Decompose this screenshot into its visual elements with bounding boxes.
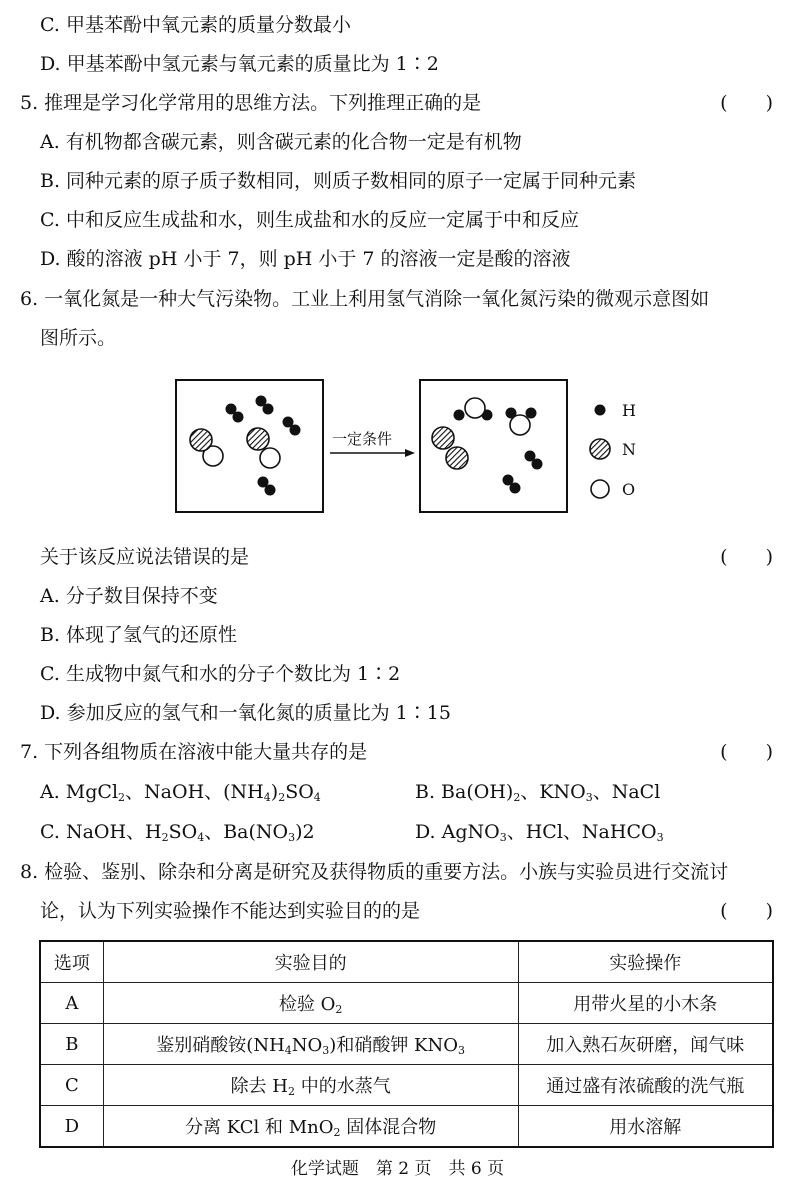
legend-o-label: O bbox=[622, 480, 636, 499]
row-operation: 加入熟石灰研磨，闻气味 bbox=[518, 1024, 773, 1065]
table-row bbox=[40, 983, 773, 1024]
option-text: C. 中和反应生成盐和水，则生成盐和水的反应一定属于中和反应 bbox=[40, 209, 579, 231]
q5-option-b bbox=[0, 166, 795, 196]
q7-stem bbox=[0, 737, 795, 767]
q4-option-c bbox=[0, 10, 795, 40]
legend-h-symbol bbox=[595, 405, 606, 416]
header-purpose: 实验目的 bbox=[103, 941, 518, 983]
option-text: A. 有机物都含碳元素，则含碳元素的化合物一定是有机物 bbox=[40, 131, 522, 153]
answer-blank: ( ) bbox=[720, 92, 773, 114]
h2-molecule bbox=[226, 404, 244, 423]
row-operation: 用水溶解 bbox=[518, 1106, 773, 1148]
header-operation: 实验操作 bbox=[518, 941, 773, 983]
answer-blank: ( ) bbox=[720, 900, 773, 922]
q6-option-b bbox=[0, 620, 795, 650]
header-option: 选项 bbox=[40, 941, 103, 983]
q6-option-d bbox=[0, 698, 795, 728]
row-purpose: 检验 $O_2$ bbox=[103, 983, 518, 1024]
question-text: 6. 一氧化氮是一种大气污染物。工业上利用氢气消除一氧化氮污染的微观示意图如 bbox=[20, 288, 710, 310]
h2-molecule bbox=[256, 396, 274, 415]
legend-o-symbol bbox=[591, 480, 609, 498]
table-row bbox=[40, 1106, 773, 1148]
q6-stem-2 bbox=[0, 323, 795, 353]
answer-blank: ( ) bbox=[720, 741, 773, 763]
row-purpose: 除去 $H_2$ 中的水蒸气 bbox=[103, 1065, 518, 1106]
q5-option-a bbox=[0, 127, 795, 157]
row-option: B bbox=[40, 1024, 103, 1065]
q5-stem bbox=[0, 88, 795, 118]
arrow-condition: 一定条件 bbox=[332, 430, 393, 448]
h2-molecule bbox=[283, 417, 301, 436]
legend-n-symbol bbox=[590, 439, 610, 459]
question-text: 5. 推理是学习化学常用的思维方法。下列推理正确的是 bbox=[20, 92, 482, 114]
q8-stem-2 bbox=[0, 896, 795, 926]
h2o-molecule bbox=[454, 398, 493, 421]
answer-blank: ( ) bbox=[720, 546, 773, 568]
option-text: C. 生成物中氮气和水的分子个数比为 1∶2 bbox=[40, 663, 401, 685]
row-operation: 通过盛有浓硫酸的洗气瓶 bbox=[518, 1065, 773, 1106]
reaction-diagram bbox=[175, 378, 655, 514]
q5-option-d bbox=[0, 244, 795, 274]
q7-option-c: C. NaOH、$H_2SO_4$、$Ba(NO_3)2$ bbox=[40, 821, 315, 844]
n2-molecule bbox=[432, 427, 468, 469]
q7-option-d: D. AgNO$_3$、HCl、NaHCO$_3$ bbox=[415, 821, 664, 844]
row-option: A bbox=[40, 983, 103, 1024]
q7-options-ab bbox=[0, 777, 795, 807]
h2o-molecule bbox=[506, 408, 537, 436]
q5-option-c bbox=[0, 205, 795, 235]
row-operation: 用带火星的小木条 bbox=[518, 983, 773, 1024]
no-molecule bbox=[190, 429, 223, 466]
row-purpose: 鉴别硝酸铵$(NH_4NO_3)$和硝酸钾 $KNO_3$ bbox=[103, 1024, 518, 1065]
page-footer: 化学试题 第 2 页 共 6 页 bbox=[290, 1159, 505, 1179]
h2-molecule bbox=[503, 475, 521, 494]
q7-option-a: A. MgCl$_2$、NaOH、$(NH_4)_2SO_4$ bbox=[40, 781, 321, 804]
h2-molecule bbox=[258, 477, 276, 496]
question-text: 8. 检验、鉴别、除杂和分离是研究及获得物质的重要方法。小族与实验员进行交流讨 bbox=[20, 861, 729, 883]
option-text: D. 参加反应的氢气和一氧化氮的质量比为 1∶15 bbox=[40, 702, 451, 724]
q6-stem-1 bbox=[0, 284, 795, 314]
q7-options-cd bbox=[0, 817, 795, 847]
option-text: D. 酸的溶液 pH 小于 7，则 pH 小于 7 的溶液一定是酸的溶液 bbox=[40, 248, 571, 270]
legend-h-label: H bbox=[622, 401, 636, 420]
no-molecule bbox=[247, 428, 280, 468]
table-row bbox=[40, 1024, 773, 1065]
experiment-table bbox=[39, 940, 774, 1148]
option-text: B. 同种元素的原子质子数相同，则质子数相同的原子一定属于同种元素 bbox=[40, 170, 637, 192]
q6-option-c bbox=[0, 659, 795, 689]
arrow-head bbox=[405, 449, 415, 457]
row-option: C bbox=[40, 1065, 103, 1106]
question-text: 7. 下列各组物质在溶液中能大量共存的是 bbox=[20, 741, 368, 763]
question-text: 关于该反应说法错误的是 bbox=[40, 546, 250, 568]
table-row bbox=[40, 1065, 773, 1106]
row-option: D bbox=[40, 1106, 103, 1148]
option-text: D. 甲基苯酚中氢元素与氧元素的质量比为 1∶2 bbox=[40, 53, 439, 75]
question-text: 论，认为下列实验操作不能达到实验目的的是 bbox=[40, 900, 421, 922]
q6-stem-3 bbox=[0, 542, 795, 572]
q7-option-b: B. $Ba(OH)_2$、$KNO_3$、NaCl bbox=[415, 781, 661, 804]
table-header-row bbox=[40, 941, 773, 983]
option-text: C. 甲基苯酚中氧元素的质量分数最小 bbox=[40, 14, 351, 36]
q4-option-d bbox=[0, 49, 795, 79]
q8-stem-1 bbox=[0, 857, 795, 887]
legend-n-label: N bbox=[622, 440, 636, 459]
option-text: A. 分子数目保持不变 bbox=[40, 585, 218, 607]
option-text: B. 体现了氢气的还原性 bbox=[40, 624, 238, 646]
question-text: 图所示。 bbox=[40, 327, 117, 349]
q6-option-a bbox=[0, 581, 795, 611]
h2-molecule bbox=[525, 451, 543, 470]
row-purpose: 分离 KCl 和 MnO$_2$ 固体混合物 bbox=[103, 1106, 518, 1148]
